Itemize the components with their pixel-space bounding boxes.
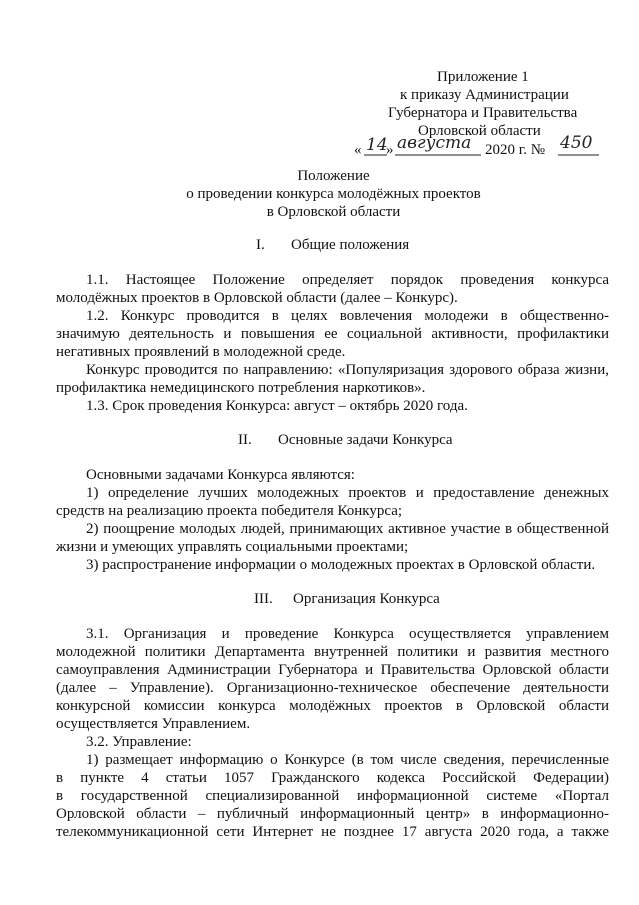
appendix-line-2: к приказу Администрации [400,87,569,103]
para-2-item-2-line-1: 2) поощрение молодых людей, принимающих активное участие в общественной [86,521,609,537]
section-2-number: II. [238,432,252,448]
title-line-3: в Орловской области [266,204,401,220]
date-underlines [355,154,605,158]
section-1-number: I. [256,237,265,253]
para-1-2-line-1: 1.2. Конкурс проводится в целях вовлечения молодежи в общественно- [86,308,609,324]
handwritten-number: 450 [560,133,593,153]
section-1-heading: Общие положения [291,237,410,253]
para-1-1-line-2: молодёжных проектов в Орловской области (далее – Конкурс). [56,290,458,306]
para-2-item-3: 3) распространение информации о молодежных проектах в Орловской области. [86,557,596,573]
para-3-1-line-1: 3.1. Организация и проведение Конкурса осуществляется управлением [86,626,609,642]
date-quote-close: » [386,142,394,158]
para-2-item-2-line-2: жизни и умеющих управлять социальными проектами; [56,539,409,555]
appendix-line-3: Губернатора и Правительства [388,105,578,121]
para-3-2-1-line-5: телекоммуникационной сети Интернет не позднее 17 августа 2020 года, а также [56,824,609,840]
section-3-number: III. [254,591,273,607]
para-3-2: 3.2. Управление: [86,734,192,750]
appendix-line-4: Орловской области [418,123,541,139]
handwritten-month: августа [397,133,472,153]
section-3-heading: Организация Конкурса [293,591,440,607]
para-1-3: 1.3. Срок проведения Конкурса: август – октябрь 2020 года. [86,398,468,414]
date-quote-open: « [354,142,362,158]
para-3-1-line-2: молодежной политики Департамента внутренней политики и развития местного [56,644,609,660]
para-1-1-line-1: 1.1. Настоящее Положение определяет порядок проведения конкурса [86,272,609,288]
para-1-2-line-2: значимую деятельность и повышения ее социальной активности, профилактики [56,326,609,342]
para-3-1-line-6: осуществляется Управлением. [56,716,251,732]
para-2-intro: Основными задачами Конкурса являются: [86,467,355,483]
para-3-1-line-4: (далее – Управление). Организационно-техническое обеспечение деятельности [56,680,609,696]
para-1-2-line-4: Конкурс проводится по направлению: «Популяризация здорового образа жизни, [86,362,609,378]
para-1-2-line-3: негативных проявлений в молодежной среде. [56,344,346,360]
para-1-2-line-5: профилактика немедицинского потребления наркотиков». [56,380,426,396]
para-2-item-1-line-1: 1) определение лучших молодежных проектов и предоставление денежных [86,485,609,501]
title-line-2: о проведении конкурса молодёжных проектов [186,186,481,202]
title-line-1: Положение [297,168,370,184]
section-2-heading: Основные задачи Конкурса [278,432,453,448]
para-3-2-1-line-3: в государственной специализированной информационной системе «Портал [56,788,609,804]
handwritten-day: 14 [366,135,388,155]
para-2-item-1-line-2: средств на реализацию проекта победителя Конкурса; [56,503,403,519]
para-3-2-1-line-1: 1) размещает информацию о Конкурсе (в том числе сведения, перечисленные [86,752,609,768]
para-3-1-line-3: самоуправления Администрации Губернатора и Правительства Орловской области [56,662,609,678]
date-year-number-label: 2020 г. № [485,142,546,158]
para-3-2-1-line-2: в пункте 4 статьи 1057 Гражданского кодекса Российской Федерации) [56,770,609,786]
appendix-line-1: Приложение 1 [437,69,529,85]
para-3-2-1-line-4: Орловской области – публичный информационный центр» в информационно- [56,806,609,822]
para-3-1-line-5: конкурсной комиссии конкурса молодёжных проектов в Орловской области [56,698,609,714]
